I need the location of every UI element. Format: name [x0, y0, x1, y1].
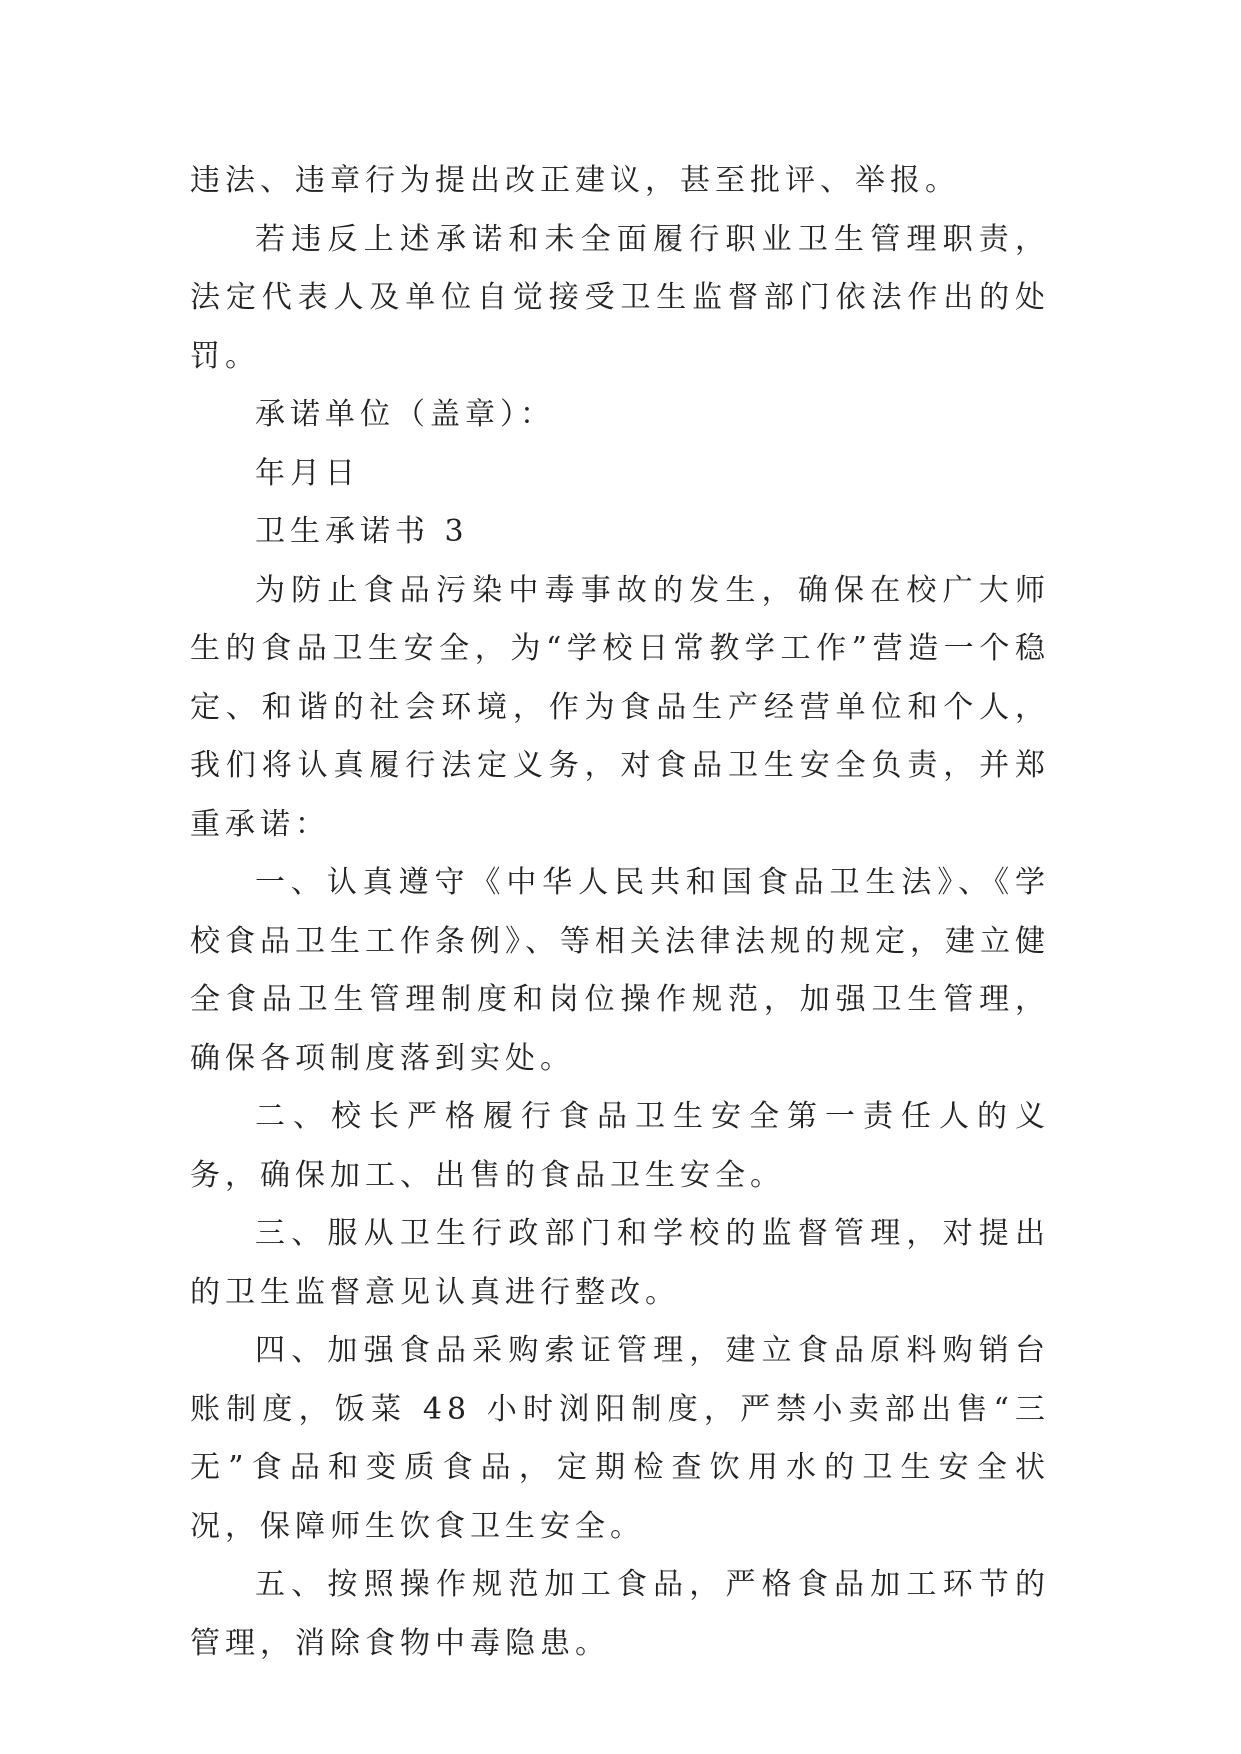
paragraph-item-4: 四、加强食品采购索证管理，建立食品原料购销台账制度，饭菜 48 小时浏阳制度，严禁小卖部出售“三无”食品和变质食品，定期检查饮用水的卫生安全状况，保障师生饮食卫生安全。 [190, 1333, 1050, 1544]
paragraph-item-5: 五、按照操作规范加工食品，严格食品加工环节的管理，消除食物中毒隐患。 [190, 1567, 1050, 1661]
paragraph-continuation: 违法、违章行为提出改正建议，甚至批评、举报。 [190, 163, 960, 198]
paragraph-date: 年月日 [255, 455, 360, 491]
document-body [190, 152, 1050, 1673]
paragraph-intro: 为防止食品污染中毒事故的发生，确保在校广大师生的食品卫生安全，为“学校日常教学工作”营造一个稳定、和谐的社会环境，作为食品生产经营单位和个人，我们将认真履行法定义务，对食品卫生安全负责，并郑重承诺： [190, 572, 1050, 842]
section-heading: 卫生承诺书 3 [255, 514, 469, 549]
paragraph-item-2: 二、校长严格履行食品卫生安全第一责任人的义务，确保加工、出售的食品卫生安全。 [190, 1099, 1050, 1193]
paragraph-violation-penalty: 若违反上述承诺和未全面履行职业卫生管理职责，法定代表人及单位自觉接受卫生监督部门依法作出的处罚。 [190, 221, 1050, 374]
paragraph-item-3: 三、服从卫生行政部门和学校的监督管理，对提出的卫生监督意见认真进行整改。 [190, 1216, 1050, 1310]
paragraph-item-1: 一、认真遵守《中华人民共和国食品卫生法》、《学校食品卫生工作条例》、等相关法律法规的规定，建立健全食品卫生管理制度和岗位操作规范，加强卫生管理，确保各项制度落到实处。 [190, 865, 1050, 1076]
paragraph-commitment-unit: 承诺单位（盖章）： [255, 397, 555, 432]
